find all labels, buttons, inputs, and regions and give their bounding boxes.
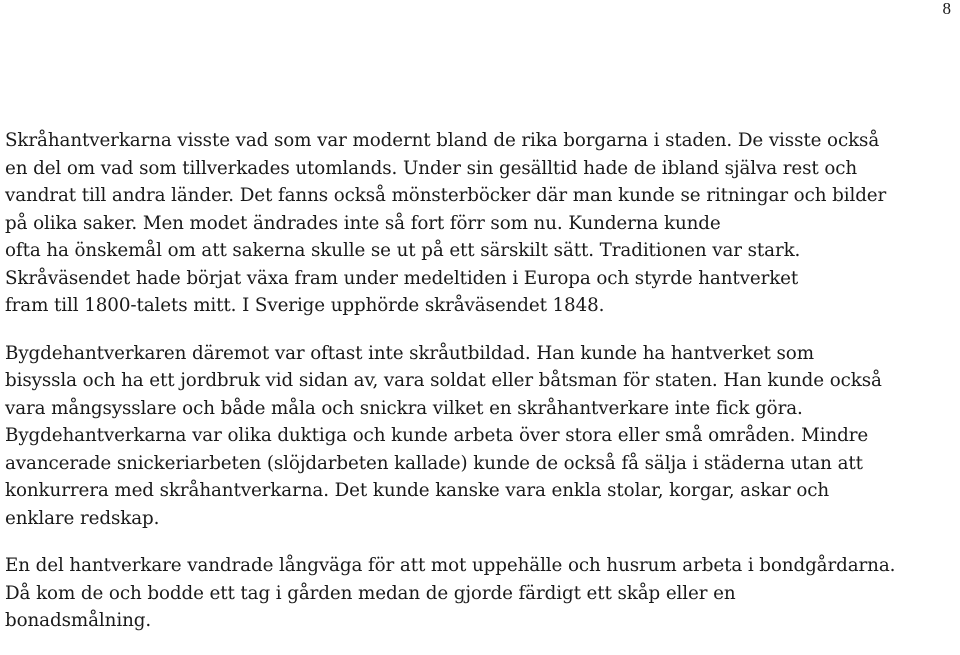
paragraph-vandrande-hantverkare: En del hantverkare vandrade långväga för att mot uppehälle och husrum arbeta i bondgårdarna. Då kom de och bodde ett tag i gården medan de gjorde färdigt ett skåp eller en bonadsmålning. — [5, 555, 896, 631]
paragraph-bygdehantverkare: Bygdehantverkaren däremot var oftast inte skråutbildad. Han kunde ha hantverket som bisyssla och ha ett jordbruk vid sidan av, vara soldat eller båtsman för staten. Han kunde också vara mångsysslare och både måla och snickra vilket en skråhantverkare inte fick göra. Bygdehantverkarna var olika duktiga och kunde arbeta över stora eller små områden. Mindre avancerade snickeriarbeten (slöjdarbeten kallade) kunde de också få sälja i städerna utan att konkurrera med skråhantverkarna. Det kunde kanske vara enkla stolar, korgar, askar och enklare redskap. — [5, 342, 882, 529]
page-number: 8 — [942, 0, 951, 18]
document-body — [5, 127, 950, 655]
paragraph-skrahantverkare: Skråhantverkarna visste vad som var modernt bland de rika borgarna i staden. De visste också en del om vad som tillverkades utomlands. Under sin gesälltid hade de ibland själva rest och vandrat till andra länder. Det fanns också mönsterböcker där man kunde se ritningar och bilder på olika saker. Men modet ändrades inte så fort förr som nu. Kunderna kunde ofta ha önskemål om att sakerna skulle se ut på ett särskilt sätt. Traditionen var stark. Skråväsendet hade börjat växa fram under medeltiden i Europa och styrde hantverket fram till 1800-talets mitt. I Sverige upphörde skråväsendet 1848. — [5, 130, 887, 316]
